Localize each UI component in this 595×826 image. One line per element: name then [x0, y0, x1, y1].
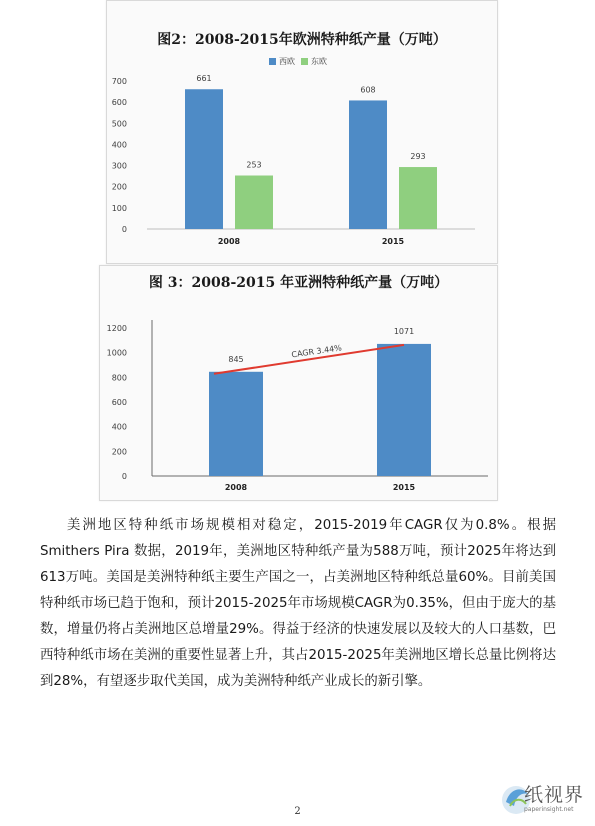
y-tick-label: 800	[111, 373, 127, 383]
bar	[209, 372, 263, 476]
bar	[377, 344, 431, 476]
figure-europe-production	[106, 0, 498, 264]
figure2-chart	[107, 1, 497, 263]
figure-asia-production	[99, 265, 498, 501]
bar-value-label: 608	[360, 85, 376, 95]
y-tick-label: 300	[111, 161, 127, 171]
legend-label-east: 东欧	[311, 57, 327, 66]
cagr-label: CAGR 3.44%	[290, 343, 343, 360]
y-tick-label: 0	[121, 472, 127, 481]
y-tick-label: 0	[121, 225, 127, 234]
bar	[349, 100, 387, 229]
y-tick-label: 400	[111, 422, 127, 432]
bar-value-label: 661	[196, 74, 212, 84]
y-tick-label: 200	[111, 182, 127, 192]
y-tick-label: 600	[111, 98, 127, 108]
bar-value-label: 845	[228, 354, 244, 364]
y-tick-label: 1200	[106, 324, 127, 333]
figure3-title: 图 3：2008-2015 年亚洲特种纸产量（万吨）	[148, 275, 449, 291]
figure3-chart	[100, 266, 497, 500]
body-paragraph: 美洲地区特种纸市场规模相对稳定，2015-2019年CAGR仅为0.8%。根据Smithers Pira 数据，2019年，美洲地区特种纸产量为588万吨，预计2025年将达到613万吨。美国是美洲特种纸主要生产国之一，占美洲地区特种纸总量60%。目前美国特种纸市场已趋于饱和，预计2015-2025年市场规模CAGR为0.35%，但由于庞大的基数，增量仍将占美洲地区总增量29%。得益于经济的快速发展以及较大的人口基数，巴西特种纸市场在美洲的重要性显著上升，其占2015-2025年美洲地区增长总量比例将达到28%，有望逐步取代美国，成为美洲特种纸产业成长的新引擎。	[40, 518, 556, 689]
y-tick-label: 100	[111, 203, 127, 213]
y-tick-label: 400	[111, 140, 127, 150]
x-category-label: 2008	[224, 483, 248, 492]
y-tick-label: 600	[111, 398, 127, 407]
y-tick-label: 500	[111, 119, 127, 129]
x-category-label: 2008	[217, 237, 241, 246]
y-tick-label: 1000	[106, 348, 127, 358]
logo-text: 纸视界	[524, 784, 585, 806]
x-category-label: 2015	[392, 483, 416, 492]
y-tick-label: 700	[111, 77, 127, 86]
bar-value-label: 293	[410, 152, 426, 162]
bar-value-label: 253	[246, 160, 262, 170]
bar	[235, 176, 273, 229]
y-tick-label: 200	[111, 447, 127, 457]
figure2-title: 图2：2008-2015年欧洲特种纸产量（万吨）	[157, 32, 447, 48]
logo-url: paperinsight.net	[524, 806, 574, 813]
bar-value-label: 1071	[393, 326, 415, 336]
x-category-label: 2015	[381, 237, 405, 246]
bar	[185, 89, 223, 229]
page-number: 2	[294, 806, 301, 817]
legend-label-west: 西欧	[279, 57, 295, 66]
bar	[399, 167, 437, 229]
